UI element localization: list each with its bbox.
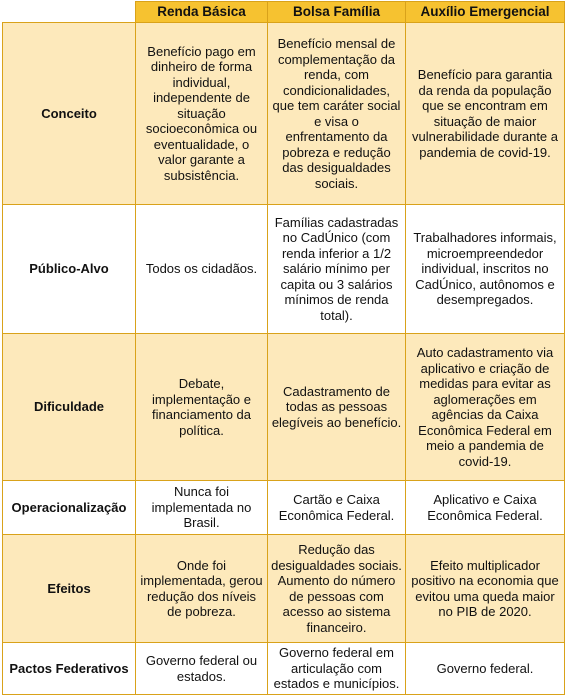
table-cell: Redução das desigualdades sociais. Aumento do número de pessoas com acesso ao sistema financeiro. [268,535,406,643]
table-cell: Governo federal. [406,643,565,695]
header-corner-cell [3,2,136,23]
table-cell: Benefício pago em dinheiro de forma individual, independente de situação socioeconômica ou eventualidade, o valor garante a subsistência. [136,23,268,205]
header-bolsa-familia: Bolsa Família [268,2,406,23]
table-row-publico-alvo [3,205,565,334]
table-cell: Governo federal ou estados. [136,643,268,695]
table-cell: Trabalhadores informais, microempreendedor individual, inscritos no CadÚnico, autônomos e desempregados. [406,205,565,334]
table-cell: Cartão e Caixa Econômica Federal. [268,481,406,535]
table-cell: Cadastramento de todas as pessoas elegíveis ao benefício. [268,334,406,481]
table-row-dificuldade [3,334,565,481]
row-label-publico-alvo: Público-Alvo [3,205,136,334]
header-renda-basica: Renda Básica [136,2,268,23]
table-cell: Efeito multiplicador positivo na economia que evitou uma queda maior no PIB de 2020. [406,535,565,643]
table-cell: Auto cadastramento via aplicativo e criação de medidas para evitar as aglomerações em agências da Caixa Econômica Federal em meio a pandemia de covid-19. [406,334,565,481]
row-label-operacionalizacao: Operacionalização [3,481,136,535]
table-cell: Todos os cidadãos. [136,205,268,334]
table-cell: Benefício mensal de complementação da renda, com condicionalidades, que tem caráter social e visa o enfrentamento da pobreza e redução das desigualdades sociais. [268,23,406,205]
header-auxilio-emergencial: Auxílio Emergencial [406,2,565,23]
row-label-conceito: Conceito [3,23,136,205]
table-row-pactos-federativos [3,643,565,695]
table-cell: Nunca foi implementada no Brasil. [136,481,268,535]
table-cell: Aplicativo e Caixa Econômica Federal. [406,481,565,535]
table-cell: Famílias cadastradas no CadÚnico (com renda inferior a 1/2 salário mínimo per capita ou 3 salários mínimos de renda total). [268,205,406,334]
row-label-efeitos: Efeitos [3,535,136,643]
table-row-efeitos [3,535,565,643]
table-cell: Debate, implementação e financiamento da política. [136,334,268,481]
header-row [3,2,565,23]
table-cell: Onde foi implementada, gerou redução dos níveis de pobreza. [136,535,268,643]
table-cell: Governo federal em articulação com estados e municípios. [268,643,406,695]
row-label-dificuldade: Dificuldade [3,334,136,481]
table-cell: Benefício para garantia da renda da população que se encontram em situação de maior vulnerabilidade durante a pandemia de covid-19. [406,23,565,205]
row-label-pactos-federativos: Pactos Federativos [3,643,136,695]
comparison-table [2,1,565,695]
table-row-conceito [3,23,565,205]
table-row-operacionalizacao [3,481,565,535]
